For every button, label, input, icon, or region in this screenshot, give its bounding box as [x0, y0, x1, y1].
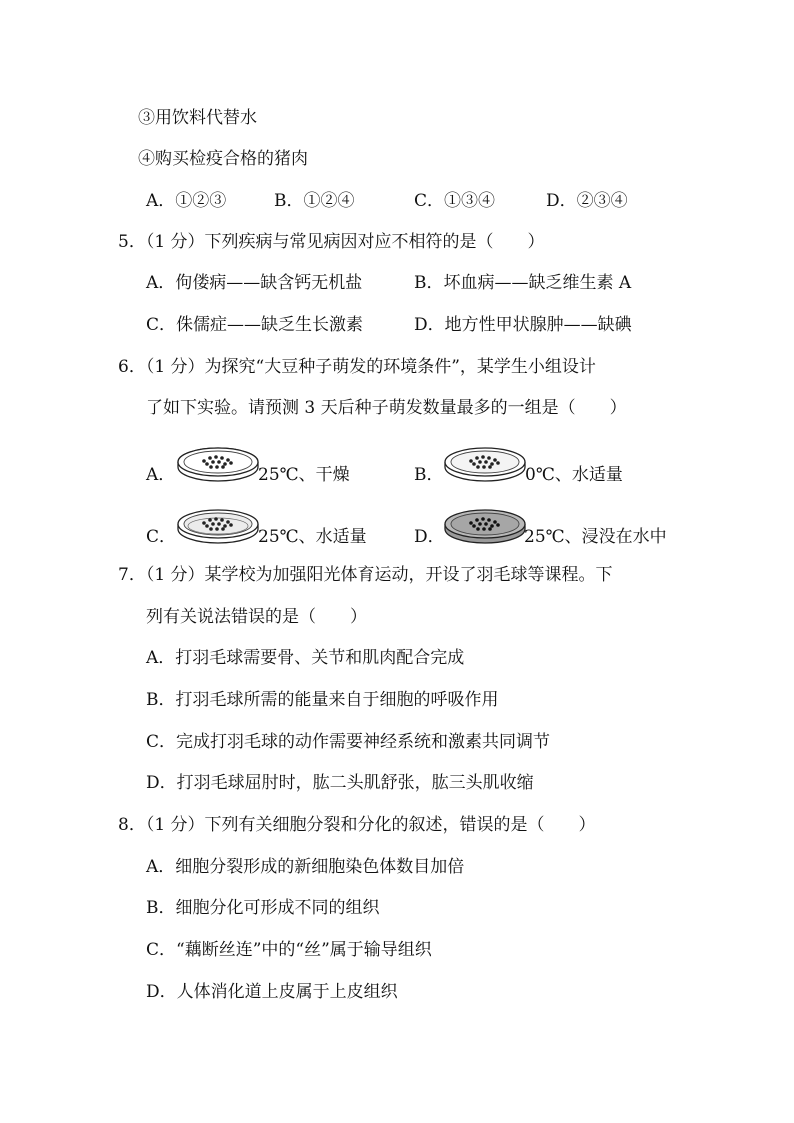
q4-option-c: C．①③④	[414, 191, 496, 211]
q6-stem-line2: 了如下实验。请预测 3 天后种子萌发数量最多的一组是（ ）	[146, 398, 627, 418]
q4-option-b: B．①②④	[274, 191, 355, 211]
q6-option-c-label: C．	[146, 527, 177, 547]
q6-option-c-condition: 25℃、水适量	[258, 527, 367, 547]
q7-option-b: B．打羽毛球所需的能量来自于细胞的呼吸作用	[146, 690, 499, 710]
q8-option-d: D．人体消化道上皮属于上皮组织	[146, 982, 398, 1002]
list-item-4: ④购买检疫合格的猪肉	[138, 149, 308, 169]
q6-stem-line1: 6．（1 分）为探究“大豆种子萌发的环境条件”，某学生小组设计	[118, 357, 596, 377]
q5-stem: 5．（1 分）下列疾病与常见病因对应不相符的是（ ）	[118, 232, 545, 252]
q7-option-c: C．完成打羽毛球的动作需要神经系统和激素共同调节	[146, 732, 551, 752]
q6-option-b-condition: 0℃、水适量	[525, 465, 623, 485]
petri-dish-moist-image	[176, 496, 260, 546]
q7-option-a: A．打羽毛球需要骨、关节和肌肉配合完成	[146, 648, 465, 668]
q8-stem: 8．（1 分）下列有关细胞分裂和分化的叙述，错误的是（ ）	[118, 815, 596, 835]
q7-stem-line2: 列有关说法错误的是（ ）	[146, 607, 367, 627]
q8-option-a: A．细胞分裂形成的新细胞染色体数目加倍	[146, 857, 465, 877]
petri-dish-submerged-image	[443, 496, 527, 546]
q6-option-a-condition: 25℃、干燥	[258, 465, 350, 485]
q5-option-c: C．侏儒症——缺乏生长激素	[146, 315, 364, 335]
q4-option-d: D．②③④	[546, 191, 628, 211]
q5-option-b: B．坏血病——缺乏维生素 A	[414, 273, 632, 293]
q6-option-d-condition: 25℃、浸没在水中	[524, 527, 667, 547]
q6-option-a-label: A．	[146, 465, 176, 485]
petri-dish-dry-image	[176, 434, 260, 484]
q4-option-a: A．①②③	[146, 191, 227, 211]
q8-option-c: C．“藕断丝连”中的“丝”属于输导组织	[146, 940, 432, 960]
q5-option-d: D．地方性甲状腺肿——缺碘	[414, 315, 632, 335]
q6-option-d-label: D．	[414, 527, 445, 547]
q7-stem-line1: 7．（1 分）某学校为加强阳光体育运动，开设了羽毛球等课程。下	[118, 565, 613, 585]
q6-option-b-label: B．	[414, 465, 444, 485]
q5-option-a: A．佝偻病——缺含钙无机盐	[146, 273, 363, 293]
q7-option-d: D．打羽毛球屈肘时，肱二头肌舒张，肱三头肌收缩	[146, 773, 534, 793]
list-item-3: ③用饮料代替水	[138, 108, 257, 128]
q8-option-b: B．细胞分化可形成不同的组织	[146, 898, 380, 918]
petri-dish-cold-image	[443, 434, 527, 484]
